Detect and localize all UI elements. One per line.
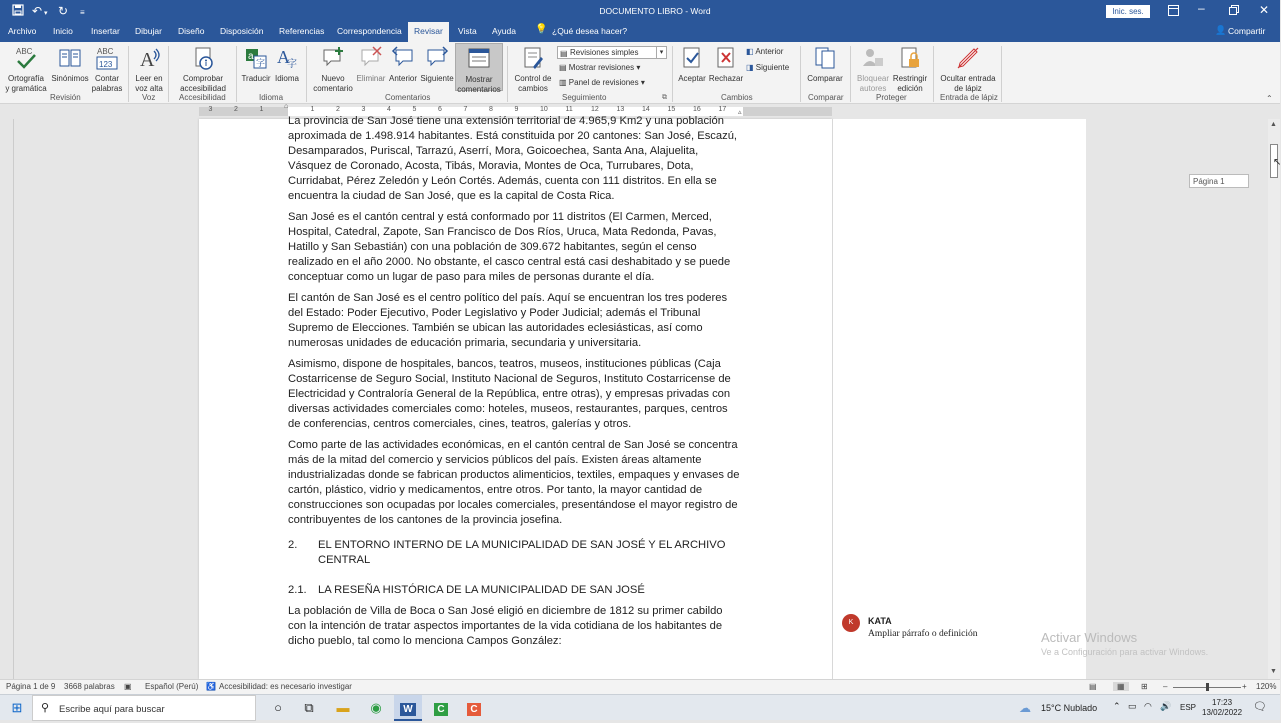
tab-insertar[interactable]: Insertar xyxy=(91,26,120,36)
tab-vista[interactable]: Vista xyxy=(458,26,477,36)
ribbon-display-options-icon[interactable] xyxy=(1168,5,1179,18)
tab-dibujar[interactable]: Dibujar xyxy=(135,26,162,36)
wifi-icon[interactable]: ◠ xyxy=(1144,701,1152,711)
ruler-right-margin xyxy=(743,107,832,116)
vertical-ruler[interactable] xyxy=(0,119,14,679)
notifications-icon[interactable]: 🗨 xyxy=(1253,701,1267,713)
read-aloud-label: Leer en voz alta xyxy=(135,74,163,93)
taskbar-search-placeholder: Escribe aquí para buscar xyxy=(59,704,165,715)
document-body[interactable] xyxy=(288,114,743,655)
reject-icon xyxy=(714,45,738,71)
group-separator xyxy=(168,46,169,102)
book-icon xyxy=(58,45,82,71)
page-count[interactable]: Página 1 de 9 xyxy=(6,682,56,691)
display-for-review-select[interactable] xyxy=(557,46,667,59)
ruler-number: 4 xyxy=(387,106,391,113)
minimize-button[interactable]: – xyxy=(1198,1,1205,15)
zoom-level[interactable]: 120% xyxy=(1256,682,1277,691)
dialog-launcher-icon[interactable]: ⧉ xyxy=(662,94,667,101)
heading-2-1[interactable] xyxy=(288,583,743,598)
weather-cloud-icon: ☁ xyxy=(1019,701,1031,715)
language-button[interactable] xyxy=(272,45,302,84)
new-comment-icon xyxy=(321,45,345,71)
comment-avatar: K xyxy=(842,614,860,632)
group-separator xyxy=(236,46,237,102)
svg-text:A: A xyxy=(277,47,290,67)
hide-ink-label: Ocultar entrada de lápiz xyxy=(940,74,996,93)
comment-author: KATA xyxy=(868,616,892,626)
group-cambios-label: Cambios xyxy=(721,93,753,102)
group-separator xyxy=(507,46,508,102)
zoom-out-icon[interactable]: – xyxy=(1163,682,1168,691)
activate-windows-title: Activar Windows xyxy=(1041,630,1138,645)
language-label: Idioma xyxy=(274,74,299,83)
markup-pane xyxy=(832,119,1086,679)
group-accesibilidad-label: Accesibilidad xyxy=(179,93,226,102)
group-separator xyxy=(306,46,307,102)
delete-comment-label: Eliminar xyxy=(356,74,386,83)
tab-diseno[interactable]: Diseño xyxy=(178,26,205,36)
zoom-in-icon[interactable]: + xyxy=(1242,682,1247,691)
previous-change-icon: ◧ xyxy=(746,47,756,56)
undo-icon[interactable]: ↶ xyxy=(32,4,43,18)
clock-time[interactable]: 17:23 xyxy=(1212,698,1233,707)
proofing-icon[interactable]: ▣ xyxy=(124,682,132,691)
restore-button[interactable] xyxy=(1229,5,1239,17)
tab-disposicion[interactable]: Disposición xyxy=(220,26,264,36)
heading-number: 2.1. xyxy=(288,584,307,596)
chevron-down-icon: ▾ xyxy=(640,78,645,87)
review-display-icon: ▤ xyxy=(560,49,568,58)
group-idioma-label: Idioma xyxy=(259,93,284,102)
tab-revisar[interactable]: Revisar xyxy=(408,22,449,42)
comment-text[interactable]: Ampliar párrafo o definición xyxy=(868,629,978,639)
redo-icon[interactable]: ↻ xyxy=(58,4,69,18)
track-changes-icon xyxy=(521,45,545,71)
clock-date[interactable]: 13/02/2022 xyxy=(1202,708,1243,717)
ruler-number: 9 xyxy=(514,106,519,113)
undo-dropdown-icon[interactable]: ▾ xyxy=(44,10,48,17)
heading-text: LA RESEÑA HISTÓRICA DE LA MUNICIPALIDAD DE SAN JOSÉ xyxy=(318,584,645,596)
lock-icon xyxy=(898,45,922,71)
document-page[interactable] xyxy=(199,115,832,679)
previous-change-button[interactable] xyxy=(746,47,783,56)
track-changes-button[interactable] xyxy=(511,45,555,94)
word-count-button[interactable] xyxy=(90,45,124,94)
ruler-number: 3 xyxy=(208,106,213,113)
heading-number: 2. xyxy=(288,539,298,551)
group-comentarios-label: Comentarios xyxy=(385,93,431,102)
zoom-slider-thumb[interactable] xyxy=(1206,683,1209,691)
group-proteger-label: Proteger xyxy=(876,93,907,102)
ruler-number: 14 xyxy=(642,106,650,113)
group-lapiz-label: Entrada de lápiz xyxy=(940,93,998,102)
paragraph[interactable]: La provincia de San José tiene una extensión territorial de 4.965,9 Km2 y una población aproximada de 1.498.914 habitantes. Está constituida por 20 cantones: San José, Escazú, Desamparados, Puriscal, Tarrazú, Aserrí, Mora, Goicoechea, Santa Ana, Alajuelita, Vásquez de Coronado, Acosta, Tibás, Moravia, Montes de Oca, Turrubares, Dota, Curridabat, Pérez Zeledón y León Cortés. Además, cuenta con 111 distritos. En ella se encuentra la ciudad de San José, que es la capital de Costa Rica. xyxy=(288,115,738,202)
save-icon[interactable] xyxy=(12,4,24,19)
svg-text:ABC: ABC xyxy=(16,47,33,56)
tab-archivo[interactable]: Archivo xyxy=(8,26,37,36)
translate-button[interactable] xyxy=(240,45,272,84)
heading-text: EL ENTORNO INTERNO DE LA MUNICIPALIDAD DE SAN JOSÉ Y EL ARCHIVO CENTRAL xyxy=(318,539,726,566)
word-count-icon xyxy=(95,45,119,71)
scroll-up-icon[interactable]: ▲ xyxy=(1270,121,1277,128)
ruler-number: 2 xyxy=(336,106,340,113)
next-comment-button[interactable] xyxy=(419,45,455,84)
taskbar xyxy=(0,694,1280,720)
ruler-number: 1 xyxy=(310,106,315,113)
paragraph[interactable]: La población de Villa de Boca o San José eligió en diciembre de 1812 su primer cabildo con la intención de tratar aspectos importantes de la vida cotidiana de los habitantes de dicho pueblo, tal como lo menciona Campos González: xyxy=(288,605,723,647)
check-accessibility-label: Comprobar accesibilidad xyxy=(180,74,226,93)
sign-in-button[interactable]: Inic. ses. xyxy=(1106,5,1150,18)
title-bar xyxy=(0,0,1280,22)
paragraph[interactable]: El cantón de San José es el centro político del país. Aquí se encuentran los tres poderes del Estado: Poder Ejecutivo, Poder Legislativo y Poder Judicial; además el Tribunal Supremo de Elecciones. También se ubican las autoridades eclesiásticas, así como numerosas unidades de educación primaria, secundaria y universitaria. xyxy=(288,292,728,349)
focus-mode-icon[interactable]: ▤ xyxy=(1089,682,1097,691)
ruler-number: 10 xyxy=(540,106,548,113)
language-icon xyxy=(275,45,299,71)
check-accessibility-button[interactable] xyxy=(172,45,234,94)
ruler-number: 15 xyxy=(667,106,676,113)
accept-button[interactable] xyxy=(676,45,708,84)
accessibility-status-icon: ♿ xyxy=(206,682,216,691)
indent-marker-icon[interactable]: ⌂ xyxy=(284,103,289,110)
display-for-review-value: Revisiones simples xyxy=(570,48,639,57)
print-layout-icon[interactable]: ▦ xyxy=(1113,682,1129,691)
tab-inicio[interactable]: Inicio xyxy=(53,26,73,36)
network-icon[interactable]: ▭ xyxy=(1128,701,1137,711)
tab-correspondencia[interactable]: Correspondencia xyxy=(337,26,402,36)
word-count[interactable]: 3668 palabras xyxy=(64,682,115,691)
word-taskbar-icon[interactable]: W xyxy=(394,695,422,721)
ruler-number: 16 xyxy=(693,106,701,113)
reject-button[interactable] xyxy=(708,45,744,84)
new-comment-label: Nuevo comentario xyxy=(313,74,353,93)
ribbon xyxy=(0,42,1280,104)
next-change-icon: ◨ xyxy=(746,63,756,72)
show-markup-button[interactable] xyxy=(559,63,640,72)
next-change-button[interactable] xyxy=(746,63,789,72)
person-icon: 👤 xyxy=(1215,25,1227,35)
collapse-ribbon-icon[interactable]: ⌃ xyxy=(1266,94,1273,103)
taskbar-search-box[interactable] xyxy=(32,695,256,721)
compare-icon xyxy=(813,45,837,71)
tab-ayuda[interactable]: Ayuda xyxy=(492,26,516,36)
scroll-down-icon[interactable]: ▼ xyxy=(1270,668,1277,675)
ribbon-tabs xyxy=(0,22,1280,42)
show-comments-button[interactable] xyxy=(455,43,503,94)
search-icon: ⚲ xyxy=(41,702,50,714)
chevron-down-icon: ▾ xyxy=(656,47,666,58)
ruler-number: 17 xyxy=(718,106,727,113)
windows-start-icon[interactable]: ⊞ xyxy=(11,700,23,715)
lightbulb-icon: 💡 xyxy=(535,24,548,35)
previous-change-label: Anterior xyxy=(755,47,784,56)
input-language[interactable]: ESP xyxy=(1180,703,1197,712)
app-green-icon[interactable]: C xyxy=(427,695,455,721)
ruler-number: 1 xyxy=(259,106,264,113)
paragraph[interactable]: San José es el cantón central y está conformado por 11 distritos (El Carmen, Merced, Hospital, Catedral, Zapote, San Francisco de Dos Ríos, Uruca, Mata Redonda, Pavas, Hatillo y San Sebastián) con una población de 309.672 habitantes, según el censo realizado en el año 2000. No obstante, el casco central está casi deshabitado y se puede conceptuar como un lugar de paso para miles de personas durante el día. xyxy=(288,211,731,283)
group-separator xyxy=(850,46,851,102)
activate-windows-subtitle: Ve a Configuración para activar Windows. xyxy=(1041,647,1209,657)
share-button[interactable]: Compartir xyxy=(1228,26,1266,36)
translate-icon xyxy=(244,45,268,71)
accept-label: Aceptar xyxy=(678,74,706,83)
chevron-down-icon: ▾ xyxy=(636,63,641,72)
document-area xyxy=(0,115,1281,679)
heading-2[interactable] xyxy=(288,538,743,568)
show-comments-label: Mostrar comentarios xyxy=(457,75,501,94)
volume-icon[interactable]: 🔊 xyxy=(1160,701,1172,711)
group-voz-label: Voz xyxy=(142,93,156,102)
ruler-number: 7 xyxy=(463,106,468,113)
window-title: DOCUMENTO LIBRO - Word xyxy=(599,6,711,16)
ruler-number: 3 xyxy=(361,106,366,113)
group-separator xyxy=(672,46,673,102)
show-markup-icon: ▤ xyxy=(559,63,569,72)
reviewing-pane-icon: ▥ xyxy=(559,78,569,87)
spelling-grammar-button[interactable] xyxy=(4,45,48,94)
track-changes-label: Control de cambios xyxy=(514,74,552,93)
block-authors-label: Bloquear autores xyxy=(856,74,890,93)
svg-text:123: 123 xyxy=(99,60,113,69)
group-seguimiento-label: Seguimiento xyxy=(562,93,607,102)
vertical-scrollbar[interactable] xyxy=(1268,119,1280,679)
ruler-number: 11 xyxy=(565,106,573,113)
ruler-number: 5 xyxy=(412,106,417,113)
tell-me-input[interactable]: ¿Qué desea hacer? xyxy=(552,26,628,36)
task-view-icon[interactable]: ⧉ xyxy=(304,700,314,715)
spelling-label: Ortografía y gramática xyxy=(5,74,47,93)
language-status[interactable]: Español (Perú) xyxy=(145,682,199,691)
web-layout-icon[interactable]: ⊞ xyxy=(1141,682,1148,691)
svg-text:A: A xyxy=(140,49,155,71)
group-separator xyxy=(800,46,801,102)
mouse-cursor-icon: ↖ xyxy=(1273,157,1281,168)
read-aloud-icon xyxy=(137,45,161,71)
ruler-number: 12 xyxy=(591,106,599,113)
next-change-label: Siguiente xyxy=(755,63,790,72)
previous-comment-icon xyxy=(391,45,415,71)
read-aloud-button[interactable] xyxy=(132,45,166,94)
svg-text:ABC: ABC xyxy=(97,47,114,56)
previous-comment-button[interactable] xyxy=(387,45,419,84)
group-revision-label: Revisión xyxy=(50,93,81,102)
restrict-editing-button[interactable] xyxy=(891,45,929,94)
hide-ink-icon xyxy=(956,45,980,71)
translate-label: Traducir xyxy=(241,74,271,83)
svg-text:字: 字 xyxy=(287,59,297,70)
file-explorer-icon[interactable]: ▬ xyxy=(336,700,350,715)
compare-label: Comparar xyxy=(807,74,843,83)
compare-button[interactable] xyxy=(804,45,846,84)
accessibility-status[interactable]: Accesibilidad: es necesario investigar xyxy=(219,682,352,691)
ruler-number: 8 xyxy=(489,106,493,113)
delete-comment-button[interactable] xyxy=(355,45,387,84)
delete-comment-icon xyxy=(359,45,383,71)
group-comparar-label: Comparar xyxy=(808,93,844,102)
ruler-number: 6 xyxy=(438,106,442,113)
ruler-number: 2 xyxy=(234,106,238,113)
svg-text:a: a xyxy=(248,51,254,62)
cortana-icon[interactable]: ○ xyxy=(274,700,282,715)
status-bar xyxy=(0,679,1280,694)
chrome-icon[interactable]: ◉ xyxy=(370,700,382,715)
reviewing-pane-button[interactable] xyxy=(559,78,645,87)
next-comment-icon xyxy=(425,45,449,71)
group-separator xyxy=(933,46,934,102)
new-comment-button[interactable] xyxy=(310,45,356,94)
show-markup-label: Mostrar revisiones xyxy=(568,63,635,72)
paragraph[interactable]: Asimismo, dispone de hospitales, bancos, teatros, museos, instituciones públicas (Caja Costarricense de Seguro Social, Instituto Nacional de Seguros, Instituto Costarricense de Electricidad y Contraloría General de la República, entre otras), y empresas privadas con diversas actividades comerciales como: hoteles, museos, restaurantes, parques, centros de conferencias, centros comerciales, cines, teatros, galerías y otros. xyxy=(288,358,731,430)
show-hidden-icons-icon[interactable]: ⌃ xyxy=(1113,701,1121,711)
paragraph[interactable]: Como parte de las actividades económicas, en el cantón central de San José se concentra más de la mitad del comercio y servicios públicos del país. Existen áreas altamente industrializadas donde se fabrican productos alimenticios, textiles, empaques y envases de cartón, plástico, vidrio y medicamentos, entre otros. Por tanto, la mayor cantidad de construcciones son ocupadas por locales comerciales, presentándose el mayor registro de contribuyentes de los cantones de la provincia josefina. xyxy=(288,439,740,526)
customize-qat-icon[interactable]: ≡ xyxy=(80,8,85,17)
ruler-number: 13 xyxy=(616,106,625,113)
accept-icon xyxy=(680,45,704,71)
previous-comment-label: Anterior xyxy=(388,74,417,83)
block-authors-button[interactable] xyxy=(854,45,892,94)
thesaurus-label: Sinónimos xyxy=(51,74,89,83)
group-separator xyxy=(128,46,129,102)
restrict-editing-label: Restringir edición xyxy=(892,74,928,93)
reject-label: Rechazar xyxy=(708,74,744,83)
group-separator xyxy=(1001,46,1002,102)
next-comment-label: Siguiente xyxy=(420,74,454,83)
app-red-icon[interactable]: C xyxy=(460,695,488,721)
word-count-label: Contar palabras xyxy=(91,74,123,93)
block-authors-icon xyxy=(861,45,885,71)
thesaurus-button[interactable] xyxy=(50,45,90,84)
page-tooltip: Página 1 xyxy=(1189,174,1249,188)
weather-text[interactable]: 15°C Nublado xyxy=(1041,703,1098,713)
accessibility-icon xyxy=(191,45,215,71)
tab-referencias[interactable]: Referencias xyxy=(279,26,325,36)
reviewing-pane-label: Panel de revisiones xyxy=(568,78,639,87)
close-button[interactable]: ✕ xyxy=(1259,3,1270,17)
spelling-icon xyxy=(14,45,38,71)
hide-ink-button[interactable] xyxy=(937,45,999,94)
right-indent-marker-icon[interactable]: ▵ xyxy=(738,109,742,116)
svg-text:字: 字 xyxy=(256,58,266,68)
show-comments-icon xyxy=(467,46,491,72)
